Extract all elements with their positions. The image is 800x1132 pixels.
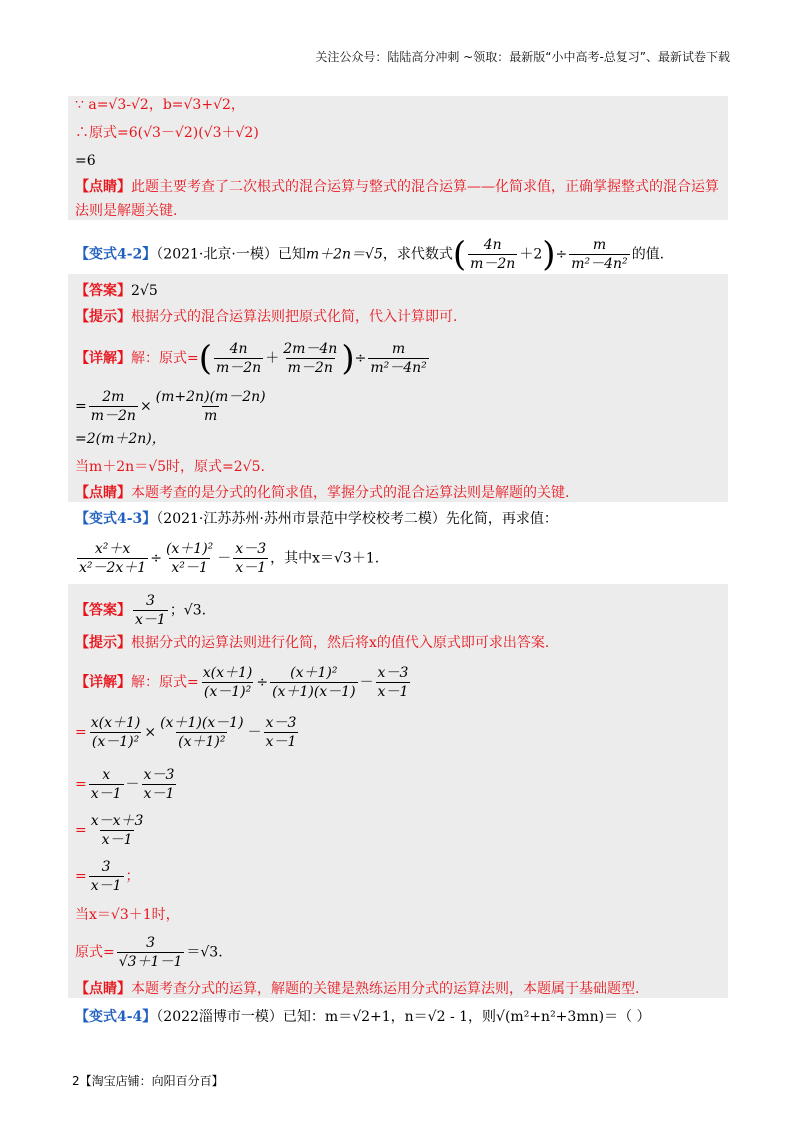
denominator: m－2n <box>90 408 136 424</box>
detail-4-3-line-5 <box>75 858 140 895</box>
question-source: （2021·北京·一模）已知 <box>156 246 306 263</box>
tip-text: 本题考查的是分式的化简求值，掌握分式的混合运算法则是解题的关键. <box>131 485 570 501</box>
detail-4-3-line-7 <box>75 934 223 971</box>
answer-label: 【答案】 <box>75 602 131 619</box>
result-prefix: 原式= <box>75 944 115 961</box>
denominator: (x＋1)(x－1) <box>272 684 356 700</box>
semicolon: ； <box>125 868 140 885</box>
fraction <box>89 812 146 849</box>
divide: ÷ <box>150 550 162 567</box>
denominator: x－1 <box>135 612 166 628</box>
plus: ＋ <box>265 350 280 367</box>
detail-start: 解：原式= <box>131 674 199 691</box>
detail-4-2-line-3: =2(m＋2n)， <box>75 431 166 447</box>
tip-4-3 <box>75 978 639 1000</box>
hint-label: 【提示】 <box>75 309 131 325</box>
answer-label: 【答案】 <box>75 283 131 299</box>
fraction <box>89 388 138 425</box>
plus: ＋2 <box>519 246 543 263</box>
answer-4-2 <box>75 280 158 302</box>
minus: － <box>217 550 232 567</box>
numerator: 4n <box>229 341 248 357</box>
denominator: m²－4n² <box>370 360 427 376</box>
detail-4-3-line-2 <box>75 714 300 751</box>
minus: － <box>125 776 140 793</box>
fraction <box>270 664 357 701</box>
question-4-4 <box>75 1006 651 1028</box>
detail-4-3-line-4 <box>75 812 147 849</box>
question-4-2 <box>75 236 664 273</box>
fraction <box>89 858 124 895</box>
intro-line-2: ∴原式=6(√3－√2)(√3＋√2) <box>75 125 259 141</box>
fraction <box>264 714 299 751</box>
question-4-3-expression <box>75 540 379 577</box>
minus: － <box>359 674 374 691</box>
detail-4-2-line-2 <box>75 388 270 425</box>
paren-open: ( <box>198 338 212 379</box>
numerator: 2m－4n <box>283 341 338 357</box>
numerator: m <box>391 341 406 357</box>
fraction <box>569 236 629 273</box>
hint-text: 根据分式的混合运算法则把原式化简，代入计算即可. <box>131 309 458 325</box>
fraction <box>158 714 245 751</box>
denominator: x－1 <box>377 684 409 700</box>
detail-4-2-line-4: 当m＋2n＝√5时，原式=2√5. <box>75 459 265 475</box>
question-source: （2021·江苏苏州·苏州市景范中学校校考二模）先化简，再求值： <box>156 511 558 527</box>
denominator: (x－1)² <box>203 684 252 700</box>
hint-4-3 <box>75 632 549 654</box>
question-condition: m＋2n＝√5 <box>305 246 383 263</box>
fraction <box>117 934 185 971</box>
denominator: x－1 <box>235 560 267 576</box>
question-text: （2022淄博市一模）已知：m＝√2+1，n＝√2 - 1，则√(m²+n²+3mn)＝（ ） <box>156 1009 651 1025</box>
numerator: x－3 <box>377 665 409 681</box>
fraction <box>89 714 143 751</box>
tip-label: 【点睛】 <box>75 981 131 997</box>
fraction <box>233 540 268 577</box>
fraction <box>281 340 339 377</box>
paren-close: ) <box>542 234 556 275</box>
denominator: m²－4n² <box>571 256 628 272</box>
numerator: 3 <box>146 935 156 951</box>
denominator: m－2n <box>470 256 516 272</box>
question-label: 【变式4-2】 <box>75 246 157 263</box>
numerator: x(x＋1) <box>202 665 253 681</box>
fraction <box>154 388 268 425</box>
tip-label: 【点睛】 <box>75 179 131 195</box>
denominator: x－1 <box>90 786 122 802</box>
equals: = <box>75 868 87 885</box>
numerator: (m+2n)(m－2n) <box>155 389 266 405</box>
divide: ÷ <box>256 674 269 691</box>
divide: ÷ <box>354 350 367 367</box>
answer-value: 2√5 <box>131 283 158 299</box>
hint-label: 【提示】 <box>75 635 131 651</box>
detail-4-3-line-1 <box>75 664 412 701</box>
denominator: m－2n <box>216 360 262 376</box>
fraction <box>164 540 215 577</box>
question-label: 【变式4-3】 <box>75 511 157 527</box>
detail-4-3-line-3 <box>75 766 178 803</box>
denominator: √3＋1－1 <box>118 954 183 970</box>
equals: = <box>75 398 87 415</box>
numerator: x－x＋3 <box>90 813 144 829</box>
tip-4-2 <box>75 482 569 504</box>
numerator: x－3 <box>265 715 297 731</box>
fraction <box>133 592 168 629</box>
numerator: x <box>102 767 111 783</box>
numerator: 3 <box>145 593 155 609</box>
answer-4-3 <box>75 592 206 629</box>
fraction <box>201 664 255 701</box>
paren-open: ( <box>452 234 467 275</box>
numerator: x(x＋1) <box>90 715 141 731</box>
fraction <box>368 340 428 377</box>
numerator: x－3 <box>143 767 175 783</box>
numerator: m <box>592 237 607 253</box>
question-ask: ，求代数式 <box>382 246 453 263</box>
page-footer: 2【淘宝店铺：向阳百分百】 <box>72 1074 224 1088</box>
question-tail: 的值. <box>631 246 665 263</box>
hint-text: 根据分式的运算法则进行化简，然后将x的值代入原式即可求出答案. <box>131 635 550 651</box>
denominator: x－1 <box>143 786 175 802</box>
equals: = <box>75 822 87 839</box>
fraction <box>142 766 177 803</box>
numerator: x－3 <box>235 541 267 557</box>
denominator: x－1 <box>101 832 133 848</box>
intro-tip <box>75 176 719 198</box>
intro-line-1: ∵ a=√3-√2，b=√3+√2， <box>75 97 245 113</box>
numerator: 2m <box>102 389 125 405</box>
result-value: ＝√3. <box>186 944 223 961</box>
numerator: (x＋1)² <box>165 541 214 557</box>
detail-start: 解：原式= <box>131 350 199 367</box>
tip-label: 【点睛】 <box>75 485 131 501</box>
intro-tip-cont: 法则是解题关键. <box>75 203 178 219</box>
fraction <box>89 766 124 803</box>
fraction <box>376 664 411 701</box>
denominator: m－2n <box>287 360 333 376</box>
detail-label: 【详解】 <box>75 674 131 691</box>
intro-line-3: =6 <box>75 153 96 169</box>
fraction <box>77 540 148 577</box>
times: × <box>139 398 152 415</box>
fraction <box>468 236 517 273</box>
equals: = <box>75 776 87 793</box>
minus: － <box>247 724 262 741</box>
denominator: (x＋1)² <box>178 734 226 750</box>
equals: = <box>75 724 87 741</box>
denominator: m <box>204 408 218 424</box>
detail-4-3-line-6: 当x＝√3＋1时， <box>75 907 180 923</box>
detail-label: 【详解】 <box>75 350 131 367</box>
times: × <box>144 724 157 741</box>
tip-text: 此题主要考查了二次根式的混合运算与整式的混合运算——化简求值，正确掌握整式的混合运算 <box>131 179 719 195</box>
question-tail: ，其中x＝√3＋1. <box>270 550 380 567</box>
question-label: 【变式4-4】 <box>75 1009 157 1025</box>
denominator: x－1 <box>265 734 297 750</box>
numerator: (x＋1)(x－1) <box>160 715 244 731</box>
numerator: 3 <box>101 859 111 875</box>
tip-text: 本题考查分式的运算，解题的关键是熟练运用分式的运算法则，本题属于基础题型. <box>131 981 640 997</box>
numerator: 4n <box>483 237 502 253</box>
numerator: (x＋1)² <box>290 665 338 681</box>
paren-close: ) <box>341 338 355 379</box>
divide: ÷ <box>555 246 568 263</box>
denominator: x²－2x＋1 <box>79 560 147 576</box>
page-header: 关注公众号：陆陆高分冲刺 ~领取：最新版“小中高考-总复习”、最新试卷下载 <box>315 50 730 64</box>
denominator: x－1 <box>90 878 122 894</box>
detail-4-2-line-1 <box>75 340 431 377</box>
denominator: (x－1)² <box>91 734 140 750</box>
numerator: x²＋x <box>94 541 131 557</box>
hint-4-2 <box>75 306 457 328</box>
denominator: x²－1 <box>171 560 208 576</box>
question-4-3 <box>75 508 558 530</box>
fraction <box>214 340 263 377</box>
answer-tail: ；√3. <box>169 602 207 619</box>
